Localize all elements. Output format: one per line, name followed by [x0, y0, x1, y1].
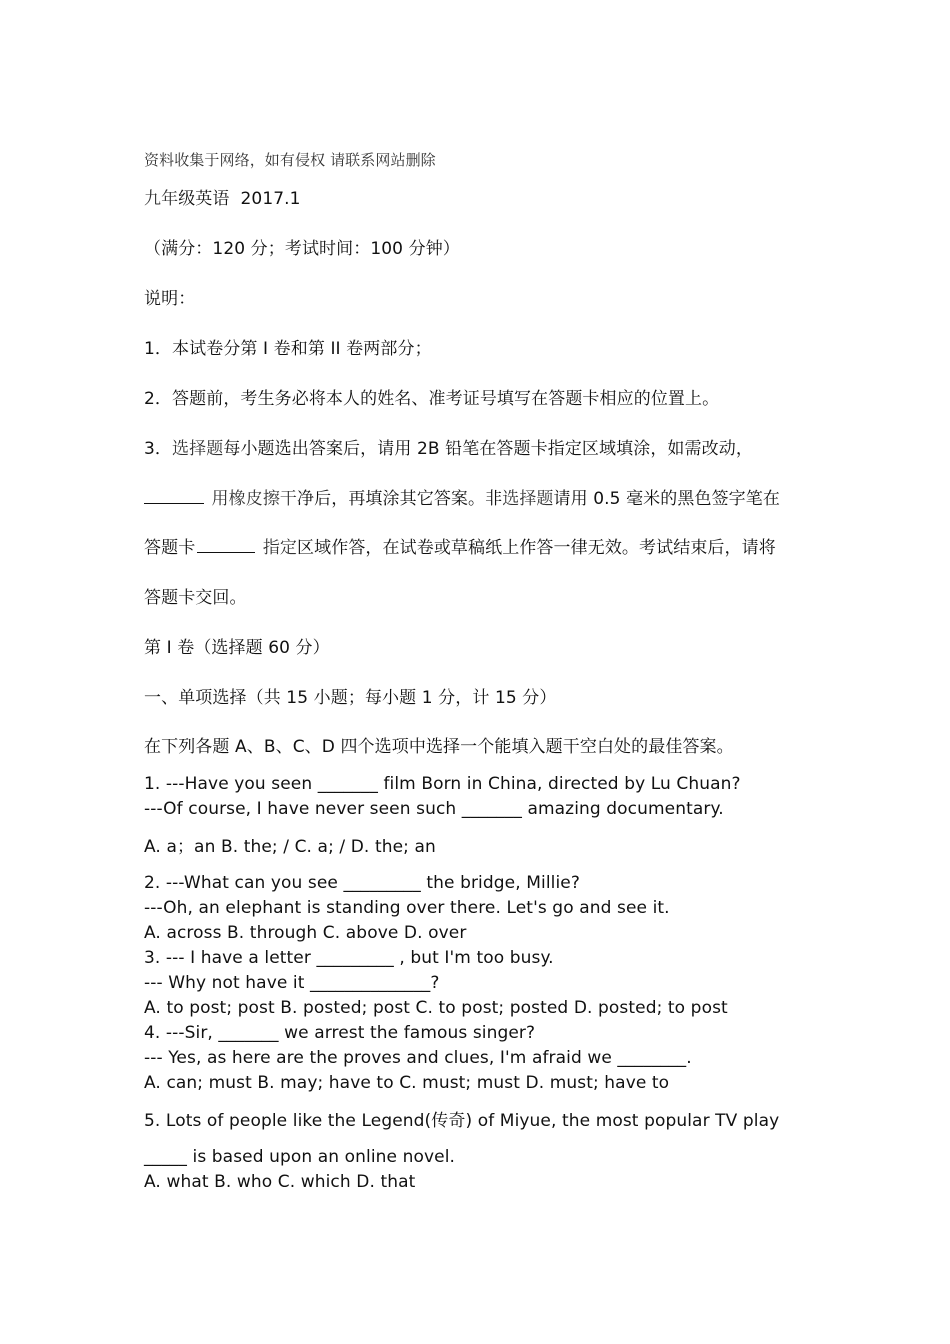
instruction-3-term-1: 选择题 — [172, 439, 224, 459]
section-heading: 一、单项选择（共 15 小题；每小题 1 分，计 15 分） — [144, 688, 557, 708]
question-2-options: A. across B. through C. above D. over — [144, 923, 467, 943]
question-2-line-1: 2. ---What can you see _________ the bridge, Millie? — [144, 873, 580, 893]
exam-title-prefix: 九年 — [144, 189, 179, 209]
instruction-3-text-4b: 区域作答，在试卷或草稿纸上作答一律无效。考试结束后，请将 — [297, 538, 776, 558]
instruction-3-line-3 — [144, 537, 776, 559]
underline-blank — [197, 539, 255, 553]
section-directions: 在下列各题 A、B、C、D 四个选项中选择一个能填入题干空白处的最佳答案。 — [144, 737, 734, 757]
question-3-line-2: --- Why not have it ______________? — [144, 973, 440, 993]
notes-label: 说明： — [144, 289, 196, 309]
instruction-3-line-2 — [144, 488, 780, 510]
watermark-text: 资料收集于网络，如有侵权 请联系网站删除 — [144, 151, 436, 169]
question-4-line-1: 4. ---Sir, _______ we arrest the famous singer? — [144, 1023, 536, 1043]
instruction-3-line-4: 答题卡交回。 — [144, 588, 247, 608]
question-3-line-1: 3. --- I have a letter _________ , but I'm too busy. — [144, 948, 554, 968]
score-info: （满分：120 分；考试时间：100 分钟） — [144, 239, 460, 259]
exam-title — [144, 188, 301, 210]
instruction-3-term-4: 指定 — [262, 538, 298, 558]
instruction-3-text-4a: 答题卡 — [144, 538, 196, 558]
instruction-3-text-1: 每小题选出答案后，请用 2B 铅笔在答题卡指定区域填涂，如需改动， — [223, 439, 753, 459]
part-title: 第 I 卷（选择题 60 分） — [144, 638, 330, 658]
question-2-line-2: ---Oh, an elephant is standing over there. Let's go and see it. — [144, 898, 670, 918]
instruction-3-number: 3． — [144, 439, 173, 459]
question-5-options: A. what B. who C. which D. that — [144, 1172, 416, 1192]
instruction-1: 1．本试卷分第 I 卷和第 II 卷两部分； — [144, 339, 432, 359]
question-1-line-1: 1. ---Have you seen _______ film Born in China, directed by Lu Chuan? — [144, 774, 741, 794]
instruction-3-text-3: 请用 0.5 毫米的黑色签字笔在 — [553, 489, 780, 509]
question-4-options: A. can; must B. may; have to C. must; must D. must; have to — [144, 1073, 670, 1093]
question-1-options: A. a；an B. the; / C. a; / D. the; an — [144, 837, 436, 857]
question-3-options: A. to post; post B. posted; post C. to post; posted D. posted; to post — [144, 998, 728, 1018]
question-5-line-2: _____ is based upon an online novel. — [144, 1147, 456, 1167]
instruction-3-text-2: 净后，再填涂其它答案。非 — [297, 489, 503, 509]
instruction-3-term-2: 用橡皮擦干 — [211, 489, 298, 509]
instruction-3-line-1 — [144, 438, 753, 460]
question-4-line-2: --- Yes, as here are the proves and clues, I'm afraid we ________. — [144, 1048, 692, 1068]
instruction-2: 2．答题前，考生务必将本人的姓名、准考证号填写在答题卡相应的位置上。 — [144, 389, 720, 409]
question-5-line-1: 5. Lots of people like the Legend(传奇) of Miyue, the most popular TV play — [144, 1111, 780, 1131]
underline-blank — [144, 490, 204, 504]
exam-title-main: 级英语 2017.1 — [178, 189, 301, 209]
instruction-3-term-3: 选择题 — [502, 489, 554, 509]
question-1-line-2: ---Of course, I have never seen such _______ amazing documentary. — [144, 799, 724, 819]
